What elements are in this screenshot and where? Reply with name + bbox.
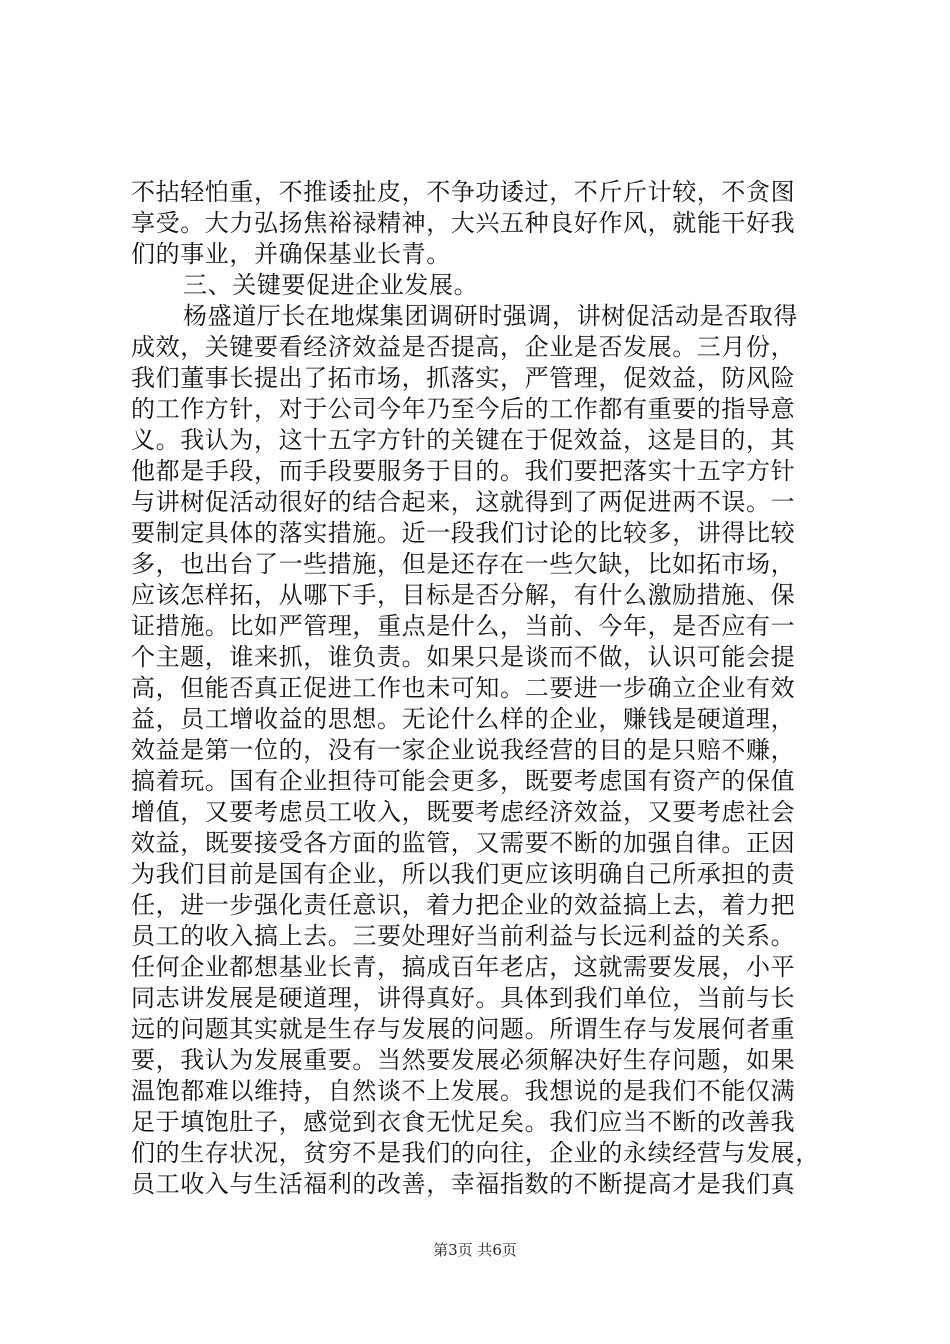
text-line: 成效，关键要看经济效益是否提高，企业是否发展。三月份， [131,333,796,361]
text-line: 员工的收入搞上去。三要处理好当前利益与长远利益的关系。 [131,922,796,950]
text-line: 任，进一步强化责任意识，着力把企业的效益搞上去，着力把 [131,891,796,919]
text-line: 要制定具体的落实措施。近一段我们讨论的比较多，讲得比较 [131,519,796,547]
text-line: 要，我认为发展重要。当然要发展必须解决好生存问题，如果 [131,1046,796,1074]
page-footer: 第3页 共6页 [433,1241,517,1259]
text-line: 三、关键要促进企业发展。 [183,271,479,299]
text-line: 不拈轻怕重，不推诿扯皮，不争功诿过，不斤斤计较，不贪图 [131,178,796,206]
text-line: 员工收入与生活福利的改善，幸福指数的不断提高才是我们真 [131,1170,796,1198]
text-line: 益，员工增收益的思想。无论什么样的企业，赚钱是硬道理， [131,705,796,733]
text-line: 高，但能否真正促进工作也未可知。二要进一步确立企业有效 [131,674,796,702]
text-line: 我们董事长提出了拓市场，抓落实，严管理，促效益，防风险 [131,364,796,392]
text-line: 效益，既要接受各方面的监管，又需要不断的加强自律。正因 [131,829,796,857]
text-line: 应该怎样拓，从哪下手，目标是否分解，有什么激励措施、保 [131,581,796,609]
text-line: 与讲树促活动很好的结合起来，这就得到了两促进两不误。一 [131,488,796,516]
text-line: 们的事业，并确保基业长青。 [131,240,451,268]
text-line: 增值，又要考虑员工收入，既要考虑经济效益，又要考虑社会 [131,798,796,826]
text-line: 个主题，谁来抓，谁负责。如果只是谈而不做，认识可能会提 [131,643,796,671]
document-body [131,177,831,1200]
text-line: 的工作方针，对于公司今年乃至今后的工作都有重要的指导意 [131,395,796,423]
text-line: 远的问题其实就是生存与发展的问题。所谓生存与发展何者重 [131,1015,796,1043]
text-line: 义。我认为，这十五字方针的关键在于促效益，这是目的，其 [131,426,796,454]
text-line: 多，也出台了一些措施，但是还存在一些欠缺，比如拓市场， [131,550,796,578]
text-line: 为我们目前是国有企业，所以我们更应该明确自己所承担的责 [131,860,796,888]
text-line: 证措施。比如严管理，重点是什么，当前、今年，是否应有一 [131,612,796,640]
text-line: 杨盛道厅长在地煤集团调研时强调，讲树促活动是否取得 [183,302,798,330]
text-line: 同志讲发展是硬道理，讲得真好。具体到我们单位，当前与长 [131,984,796,1012]
text-line: 享受。大力弘扬焦裕禄精神，大兴五种良好作风，就能干好我 [131,209,796,237]
text-line: 他都是手段，而手段要服务于目的。我们要把落实十五字方针 [131,457,796,485]
text-line: 搞着玩。国有企业担待可能会更多，既要考虑国有资产的保值 [131,767,796,795]
text-line: 温饱都难以维持，自然谈不上发展。我想说的是我们不能仅满 [131,1077,796,1105]
text-line: 足于填饱肚子，感觉到衣食无忧足矣。我们应当不断的改善我 [131,1108,796,1136]
text-line: 们的生存状况，贫穷不是我们的向往，企业的永续经营与发展， [131,1139,820,1167]
text-line: 效益是第一位的，没有一家企业说我经营的目的是只赔不赚， [131,736,796,764]
text-line: 任何企业都想基业长青，搞成百年老店，这就需要发展，小平 [131,953,796,981]
